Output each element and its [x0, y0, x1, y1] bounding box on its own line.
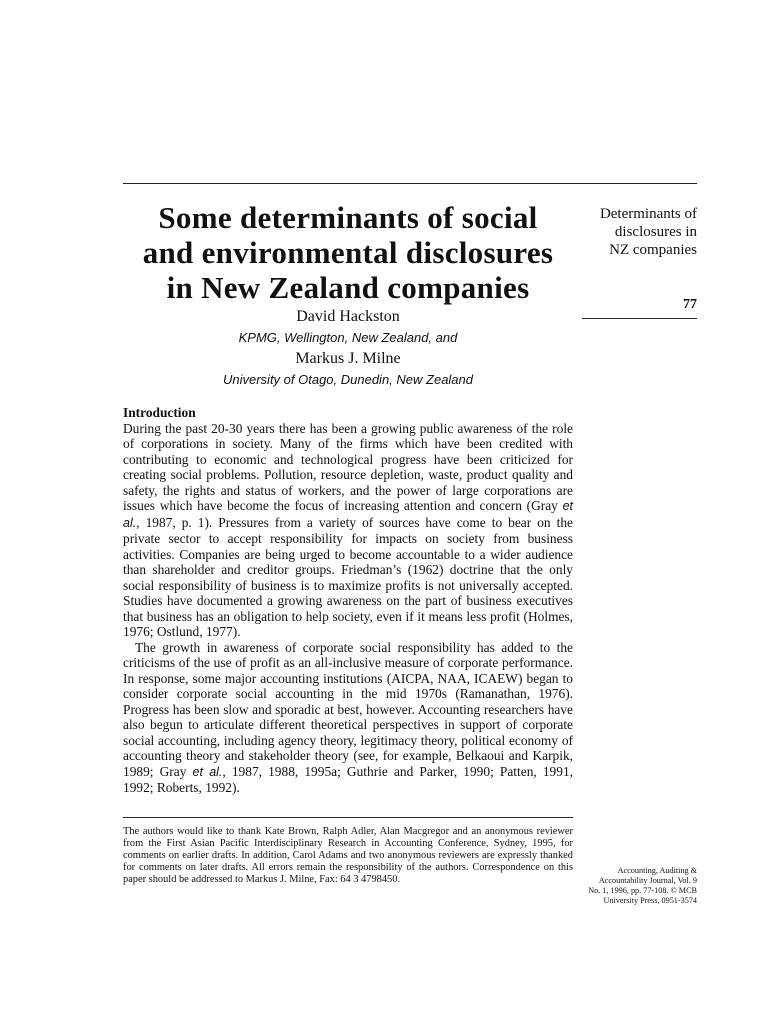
paragraph-text: , 1987, 1988, 1995a; Guthrie and Parker, 1990; Patten, 1991, 1992; Roberts, 1992).	[123, 763, 573, 795]
journal-citation-line: No. 1, 1996, pp. 77-108. © MCB	[588, 886, 697, 895]
running-head-line: disclosures in	[614, 224, 697, 240]
journal-citation-line: Accountability Journal, Vol. 9	[598, 876, 697, 885]
journal-citation-line: University Press, 0951-3574	[603, 896, 697, 905]
author-affiliation: University of Otago, Dunedin, New Zealand	[222, 372, 473, 387]
paragraph	[123, 421, 573, 640]
section-heading: Introduction	[123, 405, 196, 420]
author-name: David Hackston	[296, 308, 400, 325]
paragraph-text: , 1987, p. 1). Pressures from a variety of sources have come to bear on the private sector to accept responsibility for impacts on society from business activities. Companies are being urged to become accountable to a wider audience than shareholder and creditor groups. Friedman’s (1962) doctrine that the only social responsibility of business is to maximize profits is not universally accepted. Studies have documented a growing awareness on the part of business executives that business has an obligation to help society, even if it means less profit (Holmes, 1976; Ostlund, 1977).	[123, 514, 573, 639]
title-line: in New Zealand companies	[166, 270, 530, 305]
paper-title	[123, 200, 573, 305]
paragraph	[123, 640, 573, 796]
journal-citation	[583, 866, 697, 906]
running-head-line: Determinants of	[599, 206, 697, 222]
citation-et-al: et al.	[123, 499, 573, 530]
title-line: Some determinants of social	[158, 200, 538, 235]
author-name: Markus J. Milne	[295, 350, 401, 367]
author-block	[123, 306, 573, 390]
footnote-rule	[123, 817, 573, 818]
page-number: 77	[683, 297, 697, 312]
author-affiliation: KPMG, Wellington, New Zealand, and	[238, 330, 458, 345]
header-rule	[123, 183, 697, 184]
paragraph-text: During the past 20-30 years there has been a growing public awareness of the role of corporations in society. Many of the firms which have been credited with contributing to economic and technological progress have been criticized for creating social problems. Pollution, resource depletion, waste, product quality and safety, the rights and status of workers, and the power of large corporations are issues which have become the focus of increasing attention and concern (Gray	[123, 420, 573, 513]
citation-et-al: et al.	[192, 764, 223, 779]
running-head-line: NZ companies	[609, 242, 697, 258]
page-number-rule	[582, 318, 697, 319]
paragraph-text: The growth in awareness of corporate social responsibility has added to the criticisms of the use of profit as an all-inclusive measure of corporate performance. In response, some major accounting institutions (AICPA, NAA, ICAEW) began to consider corporate social accounting in the mid 1970s (Ramanathan, 1976). Progress has been slow and sporadic at best, however. Accounting researchers have also begun to articulate different theoretical perspectives in support of corporate social accounting, including agency theory, legitimacy theory, political economy of accounting theory and stakeholder theory (see, for example, Belkaoui and Karpik, 1989; Gray	[123, 639, 573, 779]
title-line: and environmental disclosures	[142, 235, 554, 270]
footnote: The authors would like to thank Kate Brown, Ralph Adler, Alan Macgregor and an anonymous reviewer from the First Asian Pacific Interdisciplinary Research in Accounting Conference, Sydney, 1995, for comments on earlier drafts. In addition, Carol Adams and two anonymous reviewers are expressly thanked for comments on later drafts. All errors remain the responsibility of the authors. Correspondence on this paper should be addressed to Markus J. Milne, Fax: 64 3 4798450.	[123, 826, 573, 885]
journal-citation-line: Accounting, Auditing &	[617, 866, 697, 875]
body-text	[123, 405, 573, 796]
running-head	[583, 205, 697, 259]
